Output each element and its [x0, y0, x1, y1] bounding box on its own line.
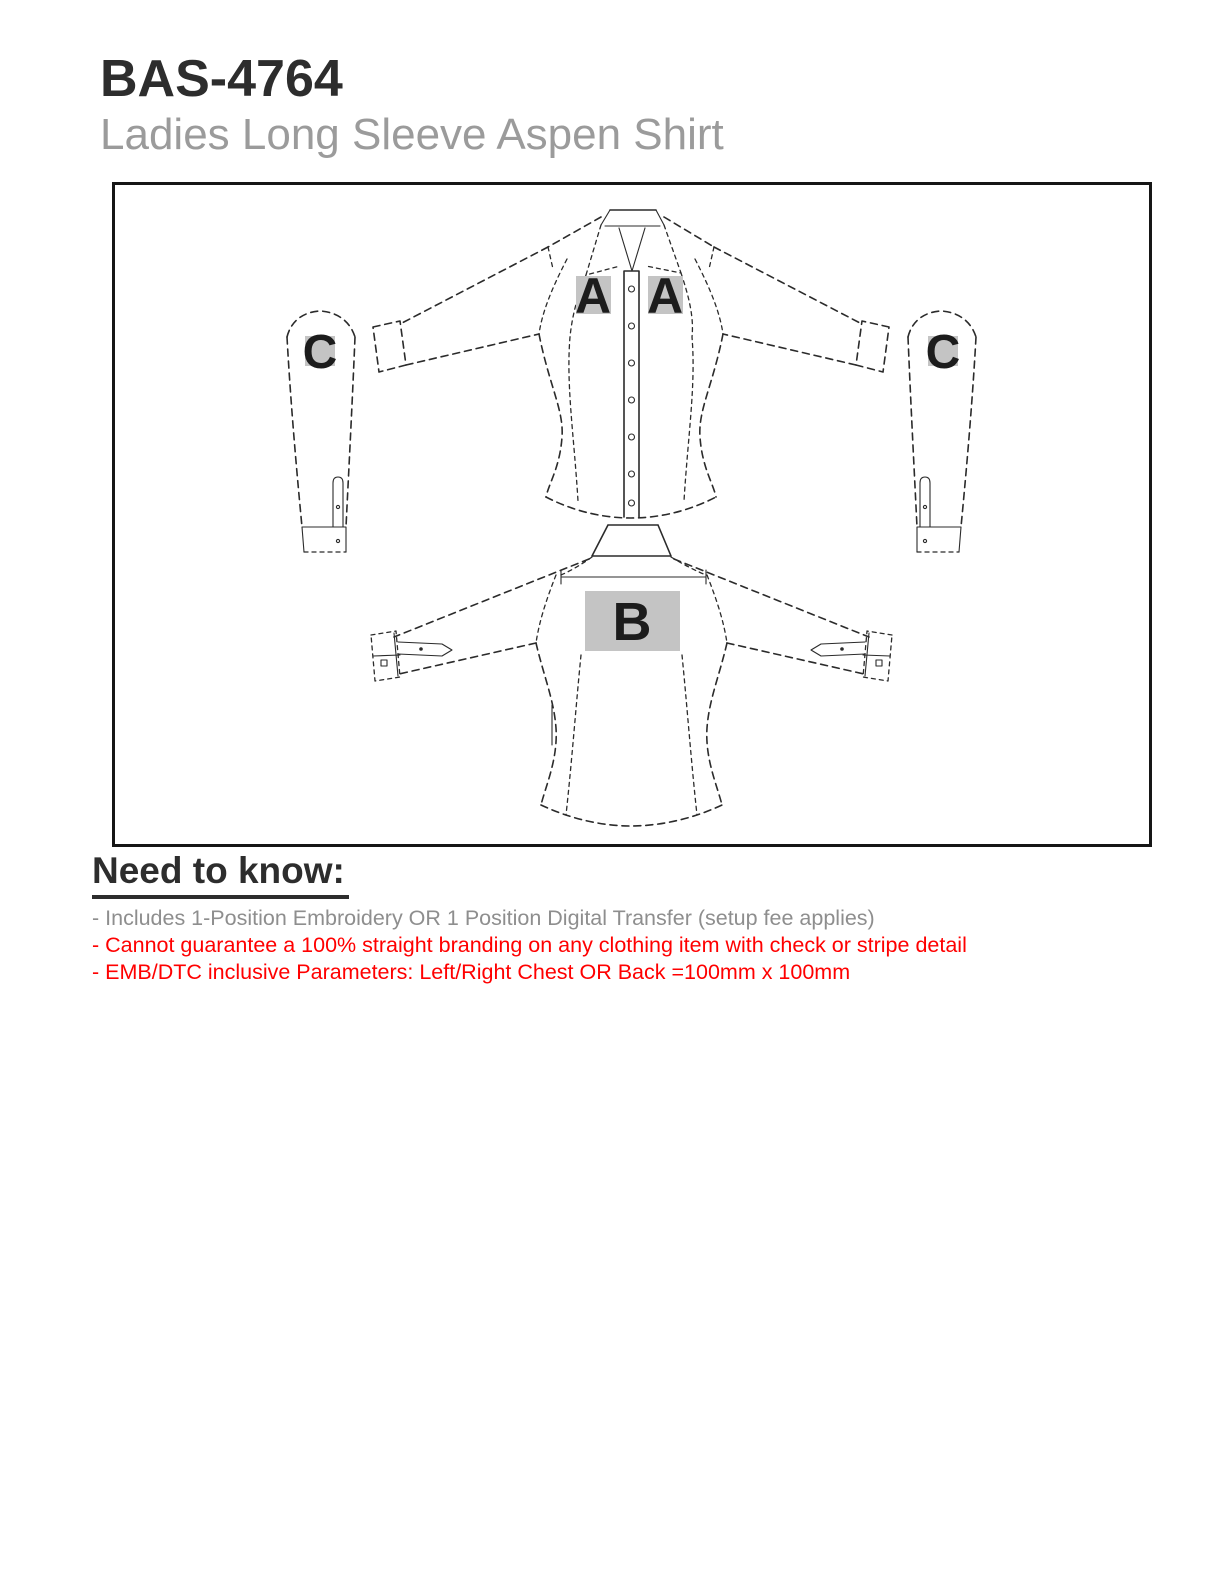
back-right-cuff — [811, 631, 892, 681]
placket-buttons — [629, 286, 635, 506]
marker-front-right-chest — [647, 268, 683, 324]
need-to-know-item: - Includes 1-Position Embroidery OR 1 Position Digital Transfer (setup fee applies) — [92, 906, 875, 930]
marker-right-sleeve — [926, 326, 961, 379]
marker-a-right-letter: A — [646, 268, 684, 324]
marker-b-letter: B — [612, 592, 652, 652]
front-view — [373, 210, 889, 518]
marker-back — [585, 591, 680, 652]
need-to-know-heading: Need to know: — [92, 850, 349, 899]
marker-c-right-letter: C — [925, 326, 961, 379]
shirt-diagram — [115, 185, 1149, 844]
left-sleeve-view — [287, 311, 355, 552]
need-to-know-list — [92, 905, 967, 986]
right-sleeve-view — [908, 311, 976, 552]
marker-left-sleeve — [303, 326, 338, 379]
product-name-subtitle: Ladies Long Sleeve Aspen Shirt — [100, 110, 724, 159]
marker-c-left-letter: C — [302, 326, 338, 379]
product-code-title: BAS-4764 — [100, 50, 343, 108]
back-left-cuff — [371, 631, 452, 681]
need-to-know-item: - Cannot guarantee a 100% straight branding on any clothing item with check or stripe detail — [92, 933, 967, 957]
need-to-know-item: - EMB/DTC inclusive Parameters: Left/Right Chest OR Back =100mm x 100mm — [92, 960, 851, 984]
branding-diagram-box — [112, 182, 1152, 847]
marker-a-left-letter: A — [574, 268, 612, 324]
marker-front-left-chest — [575, 268, 611, 324]
back-view — [371, 525, 892, 826]
